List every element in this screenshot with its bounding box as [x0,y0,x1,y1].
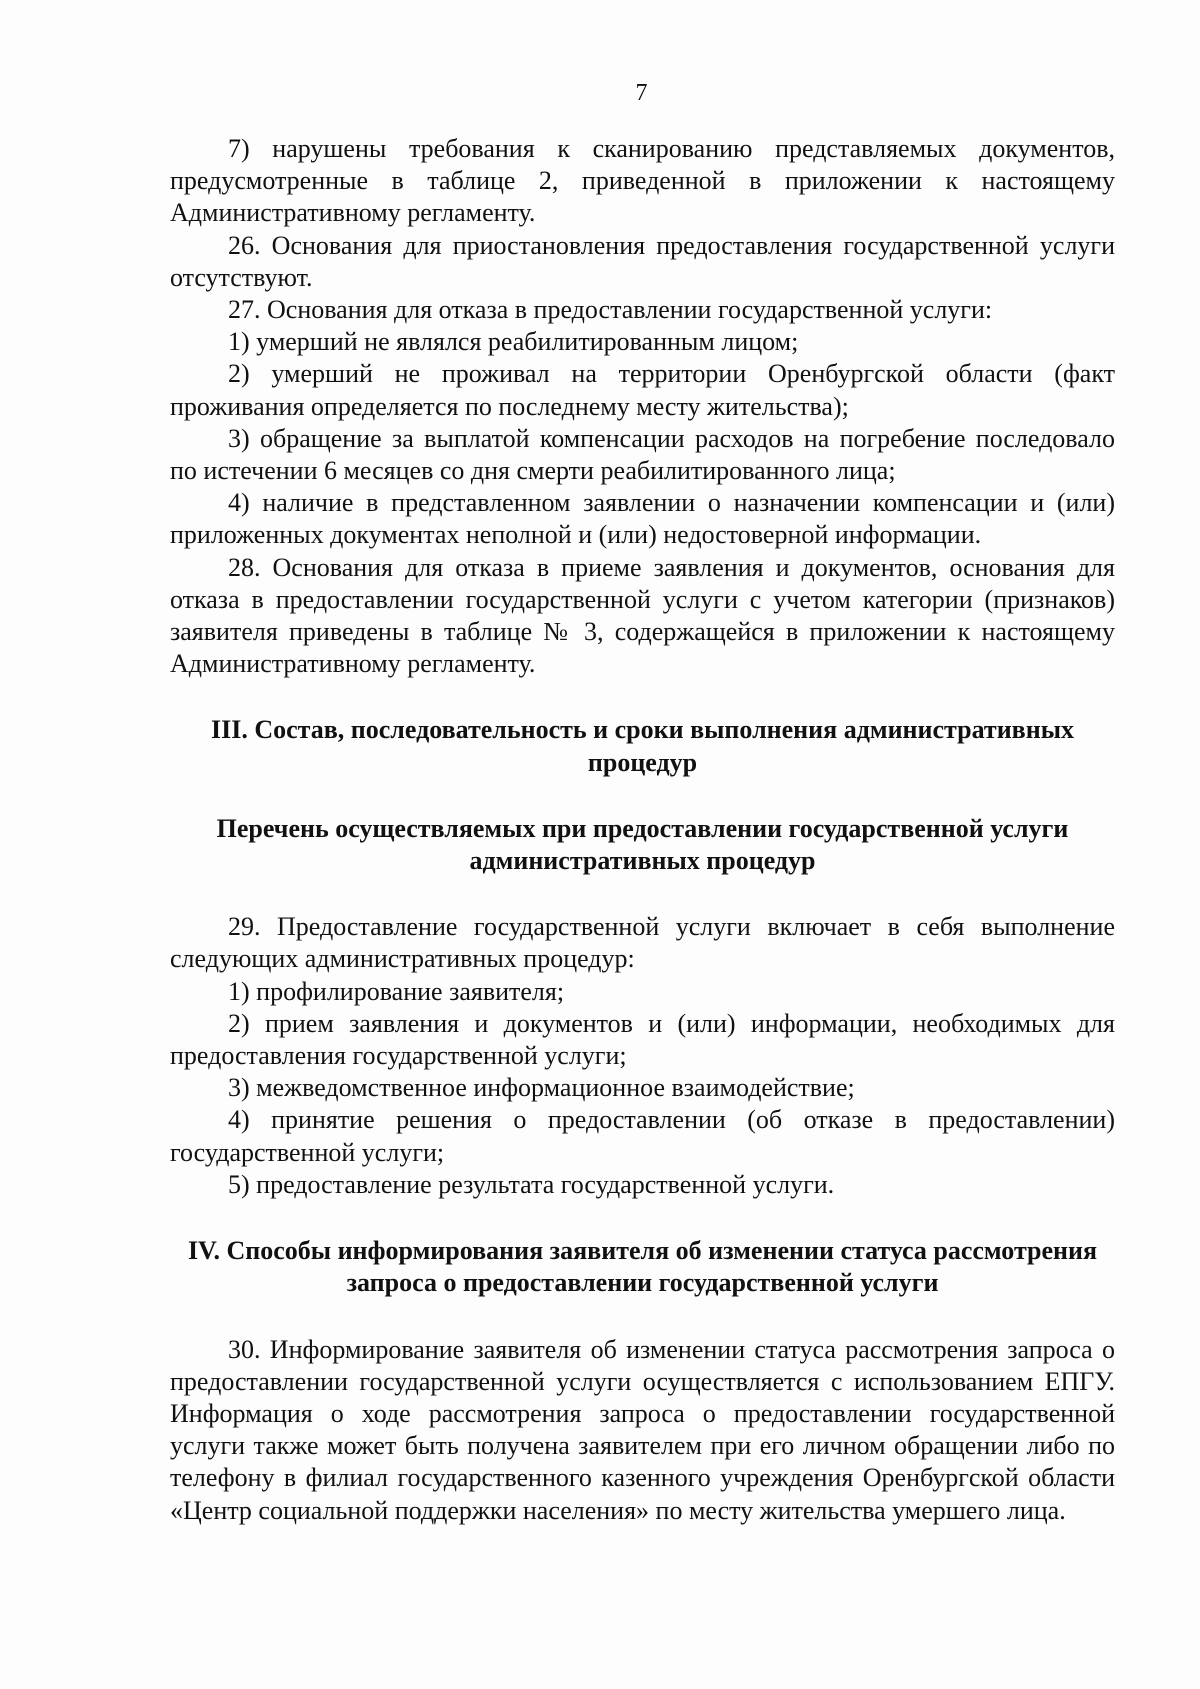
list-item: 2) прием заявления и документов и (или) информации, необходимых для предоставления государственной услуги; [170,1008,1115,1071]
spacer [170,680,1115,714]
document-body [170,133,1115,1527]
section-heading: III. Состав, последовательность и сроки выполнения административных процедур [210,715,1074,777]
paragraph: 27. Основания для отказа в предоставлении государственной услуги: [228,295,993,325]
spacer [170,877,1115,911]
list-item: 4) принятие решения о предоставлении (об отказе в предоставлении) государственной услуги; [170,1105,1115,1167]
list-item: 2) умерший не проживал на территории Оренбургской области (факт проживания определяется по последнему месту жительства); [170,359,1115,421]
subsection-heading: Перечень осуществляемых при предоставлении государственной услуги административных процедур [216,813,1069,876]
paragraph: 30. Информирование заявителя об изменении статуса рассмотрения запроса о предоставлении государственной услуги осуществляется с использованием ЕПГУ. Информация о ходе рассмотрения запроса о предоставлении государственной услуги также может быть получена заявителем при его личном обращении либо по телефону в филиал государственного казенного учреждения Оренбургской области «Центр социальной поддержки населения» по месту жительства умершего лица. [170,1334,1115,1525]
paragraph: 26. Основания для приостановления предоставления государственной услуги отсутствуют. [170,230,1115,292]
paragraph: 7) нарушены требования к сканированию представляемых документов, предусмотренные в таблице 2, приведенной в приложении к настоящему Административному регламенту. [170,134,1115,228]
section-heading: IV. Способы информирования заявителя об изменении статуса рассмотрения запроса о предоставлении государственной услуги [187,1236,1098,1298]
page-number: 7 [635,80,648,106]
spacer [170,1201,1115,1235]
paragraph: 29. Предоставление государственной услуги включает в себя выполнение следующих административных процедур: [170,912,1115,974]
list-item: 4) наличие в представленном заявлении о назначении компенсации и (или) приложенных документах неполной и (или) недостоверной информации. [170,488,1115,550]
list-item: 1) умерший не являлся реабилитированным лицом; [228,327,799,357]
paragraph: 28. Основания для отказа в приеме заявления и документов, основания для отказа в предоставлении государственной услуги с учетом категории (признаков) заявителя приведены в таблице № 3, содержащейся в приложении к настоящему Административному регламенту. [170,552,1115,679]
list-item: 5) предоставление результата государственной услуги. [228,1169,835,1199]
list-item: 3) межведомственное информационное взаимодействие; [228,1073,855,1103]
spacer [170,779,1115,813]
spacer [170,1300,1115,1334]
list-item: 1) профилирование заявителя; [228,976,565,1006]
list-item: 3) обращение за выплатой компенсации расходов на погребение последовало по истечении 6 месяцев со дня смерти реабилитированного лица; [170,423,1115,486]
